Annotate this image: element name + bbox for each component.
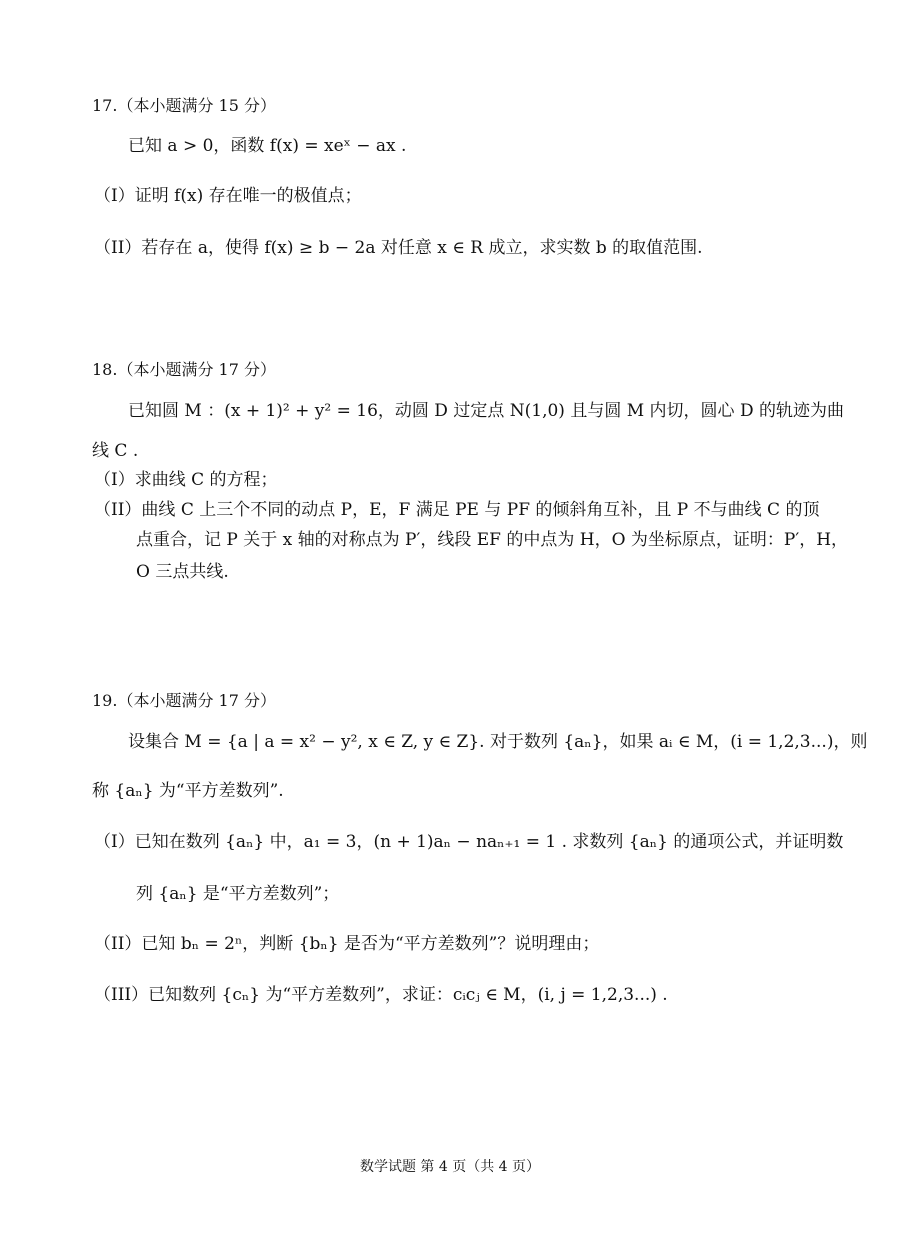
problem-18-part-2-line-1: （II）曲线 C 上三个不同的动点 P，E，F 满足 PE 与 PF 的倾斜角互补，且 P 不与曲线 C 的顶 [94,500,820,520]
problem-19-part-2: （II）已知 bₙ = 2ⁿ，判断 {bₙ} 是否为“平方差数列”？说明理由； [94,934,600,954]
problem-17-header: 17.（本小题满分 15 分） [92,96,276,115]
page-footer: 数学试题 第 4 页（共 4 页） [359,1159,541,1175]
problem-17-part-1: （I）证明 f(x) 存在唯一的极值点； [94,186,362,206]
problem-19-part-1-line-2: 列 {aₙ} 是“平方差数列”； [136,884,340,904]
problem-18-header: 18.（本小题满分 17 分） [92,360,276,379]
problem-18-part-2-line-3: O 三点共线. [136,562,229,582]
problem-17-part-2: （II）若存在 a，使得 f(x) ≥ b − 2a 对任意 x ∈ R 成立，求实数 b 的取值范围. [94,238,703,258]
problem-19-part-1-line-1: （I）已知在数列 {aₙ} 中，a₁ = 3，(n + 1)aₙ − naₙ₊₁ = 1 . 求数列 {aₙ} 的通项公式，并证明数 [94,832,844,852]
problem-18-intro-line-1: 已知圆 M ：(x + 1)² + y² = 16，动圆 D 过定点 N(1,0) 且与圆 M 内切，圆心 D 的轨迹为曲 [128,401,844,421]
problem-19-intro-line-1: 设集合 M = {a | a = x² − y², x ∈ Z, y ∈ Z}. 对于数列 {aₙ}，如果 aᵢ ∈ M，(i = 1,2,3...)，则 [128,732,868,752]
problem-19-part-3: （III）已知数列 {cₙ} 为“平方差数列”，求证：cᵢcⱼ ∈ M，(i, j = 1,2,3...) . [94,985,668,1005]
problem-19-intro-line-2: 称 {aₙ} 为“平方差数列”. [92,781,284,801]
problem-18-intro-line-2: 线 C . [92,441,139,461]
problem-19-header: 19.（本小题满分 17 分） [92,691,276,710]
problem-18-part-1: （I）求曲线 C 的方程； [94,470,278,490]
problem-17-intro: 已知 a > 0，函数 f(x) = xeˣ − ax . [128,136,407,156]
problem-18-part-2-line-2: 点重合，记 P 关于 x 轴的对称点为 P′，线段 EF 的中点为 H，O 为坐标原点，证明：P′，H， [136,530,849,550]
